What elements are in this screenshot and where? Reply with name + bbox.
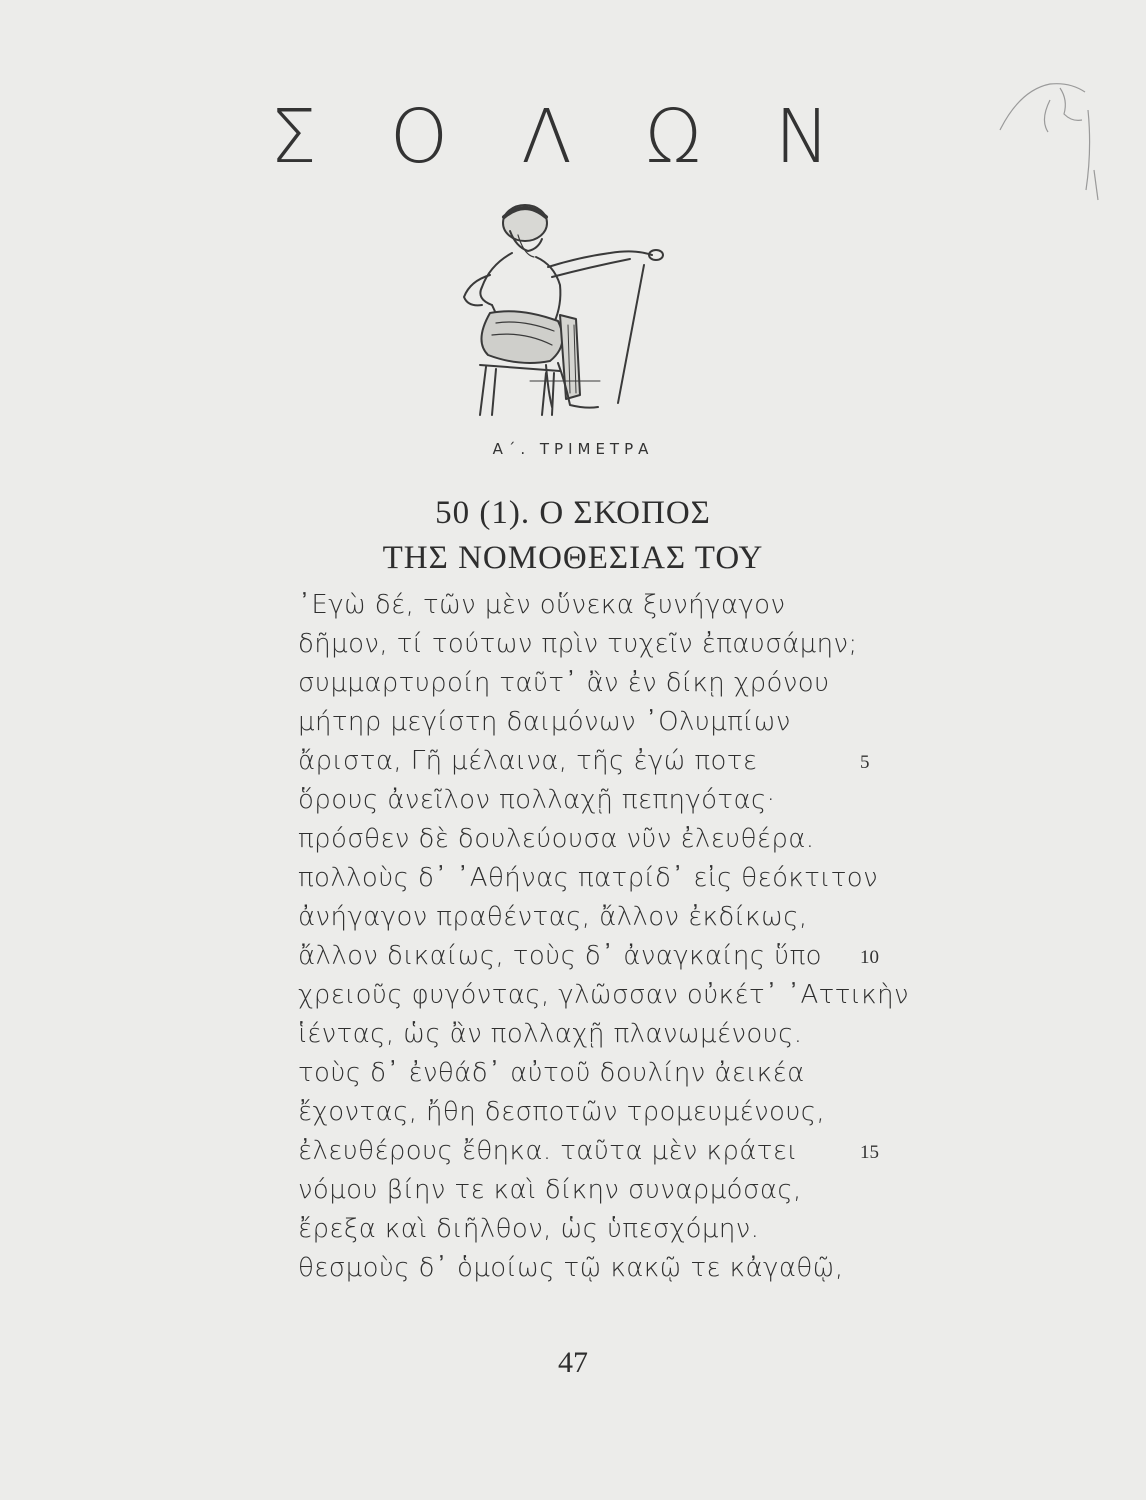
poem-line: ἱέντας, ὡς ἂν πολλαχῇ πλανωμένους. xyxy=(298,1019,803,1049)
poem-line: ἔχοντας, ἤθη δεσποτῶν τρομευμένους, xyxy=(298,1097,826,1127)
title-letter: Ο xyxy=(389,94,449,180)
poem-line: πολλοὺς δ᾿ ᾿Αθήνας πατρίδ᾿ εἰς θεόκτιτον xyxy=(298,863,879,893)
poem-line: τοὺς δ᾿ ἐνθάδ᾿ αὐτοῦ δουλίην ἀεικέα xyxy=(298,1058,805,1088)
poem-line: ἐλευθέρους ἔθηκα. ταῦτα μὲν κράτει xyxy=(298,1136,798,1166)
page-number: 47 xyxy=(558,1346,588,1379)
line-number: 15 xyxy=(860,1142,879,1163)
poem-line: ἀνήγαγον πραθέντας, ἄλλον ἐκδίκως, xyxy=(298,902,808,932)
poem-line: ἄλλον δικαίως, τοὺς δ᾿ ἀναγκαίης ὕπο xyxy=(298,941,822,971)
poem-line: ἄριστα, Γῆ μέλαινα, τῆς ἐγώ ποτε xyxy=(298,746,758,776)
line-number: 10 xyxy=(860,947,879,968)
poem-line: μήτηρ μεγίστη δαιμόνων ᾿Ολυμπίων xyxy=(298,707,791,737)
title-letter: Σ xyxy=(270,94,317,180)
poem-title: ΤΗΣ ΝΟΜΟΘΕΣΙΑΣ ΤΟΥ xyxy=(382,540,764,576)
section-label: Α΄. ΤΡΙΜΕΤΡΑ xyxy=(492,440,654,458)
seated-figure-vase-drawing-icon xyxy=(430,195,680,425)
title-letter: Ω xyxy=(644,94,702,180)
pencil-sketch-mark xyxy=(990,70,1120,220)
poem-number: 50 (1). Ο ΣΚΟΠΟΣ xyxy=(435,495,711,531)
line-number: 5 xyxy=(860,752,870,773)
author-title xyxy=(270,92,830,182)
poem-line: πρόσθεν δὲ δουλεύουσα νῦν ἐλευθέρα. xyxy=(298,824,815,854)
title-letter: Λ xyxy=(521,94,572,180)
poem-line: ᾿Εγὼ δέ, τῶν μὲν οὕνεκα ξυνήγαγον xyxy=(298,590,786,620)
title-letter: Ν xyxy=(774,94,830,180)
poem-line: ὅρους ἀνεῖλον πολλαχῇ πεπηγότας· xyxy=(298,785,776,815)
poem-line: νόμου βίην τε καὶ δίκην συναρμόσας, xyxy=(298,1175,802,1205)
poem-line: δῆμον, τί τούτων πρὶν τυχεῖν ἐπαυσάμην; xyxy=(298,629,858,659)
poem-line: συμμαρτυροίη ταῦτ᾿ ἂν ἐν δίκῃ χρόνου xyxy=(298,668,830,698)
poem-line: θεσμοὺς δ᾿ ὁμοίως τῷ κακῷ τε κἀγαθῷ, xyxy=(298,1253,844,1283)
poem-line: ἔρεξα καὶ διῆλθον, ὡς ὑπεσχόμην. xyxy=(298,1214,760,1244)
poem-line: χρειοῦς φυγόντας, γλῶσσαν οὐκέτ᾿ ᾿Αττικὴν xyxy=(298,980,909,1010)
